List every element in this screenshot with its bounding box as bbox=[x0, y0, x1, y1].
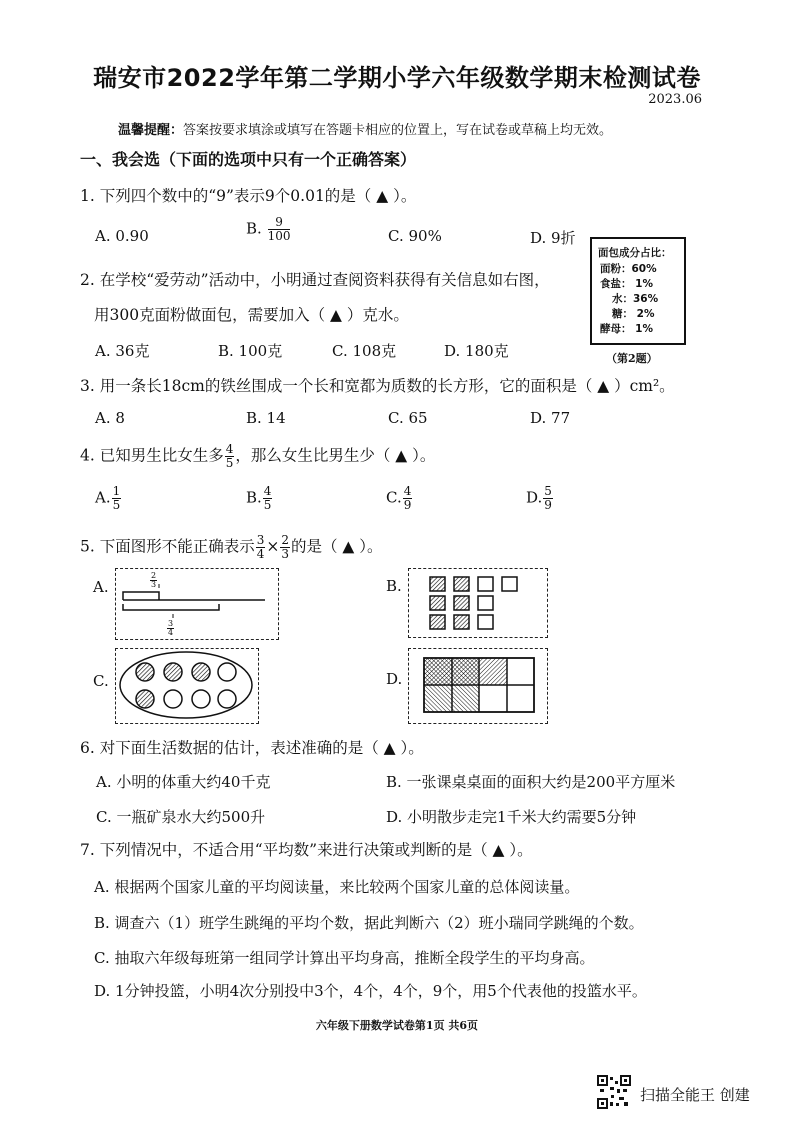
figure-b-square-grid bbox=[408, 568, 548, 638]
q4-option-b bbox=[246, 485, 273, 512]
q4-c-fraction bbox=[403, 485, 413, 512]
q4-option-c bbox=[386, 485, 413, 512]
q1-stem: 1. 下列四个数中的“9”表示9个0.01的是（ ▲ ）。 bbox=[80, 187, 417, 205]
q5-option-c-label: C. bbox=[93, 672, 109, 690]
frac-num: 4 bbox=[263, 484, 272, 498]
figure-c-circle-set bbox=[115, 648, 259, 724]
q4-stem-b: ，那么女生比男生少（ ▲ ）。 bbox=[235, 446, 436, 465]
ingredient-row: 食盐： 1% bbox=[600, 278, 653, 290]
q1-option-a: A. 0.90 bbox=[95, 227, 149, 245]
ingredient-row: 水：36% bbox=[612, 293, 659, 305]
ingredient-box bbox=[590, 237, 686, 345]
ingredient-title: 面包成分占比： bbox=[598, 247, 672, 259]
q1-b-fraction bbox=[268, 216, 291, 243]
figure-caption: （第2题） bbox=[606, 352, 658, 365]
q1-b-label: B. bbox=[246, 219, 262, 238]
q2-stem-line2: 用300克面粉做面包，需要加入（ ▲ ）克水。 bbox=[94, 306, 409, 324]
tip bbox=[118, 119, 612, 138]
frac-small bbox=[150, 572, 157, 589]
q7-option-c: C. 抽取六年级每班第一组同学计算出平均身高，推断全段学生的平均身高。 bbox=[94, 949, 595, 967]
frac-den: 5 bbox=[112, 498, 121, 512]
q1-option-b bbox=[246, 216, 291, 243]
q1-option-d: D. 9折 bbox=[530, 229, 576, 247]
q6-option-a: A. 小明的体重大约40千克 bbox=[96, 773, 271, 791]
q6-option-c: C. 一瓶矿泉水大约500升 bbox=[96, 808, 266, 826]
frac-den: 4 bbox=[168, 628, 174, 637]
frac-den: 9 bbox=[403, 498, 412, 512]
q6-stem: 6. 对下面生活数据的估计，表述准确的是（ ▲ ）。 bbox=[80, 739, 424, 757]
q5-option-d-label: D. bbox=[386, 670, 403, 688]
page-title: 瑞安市2022学年第二学期小学六年级数学期末检测试卷 bbox=[93, 64, 701, 92]
frac-den: 5 bbox=[263, 498, 272, 512]
q3-option-b: B. 14 bbox=[246, 409, 286, 427]
q6-option-b: B. 一张课桌桌面的面积大约是200平方厘米 bbox=[386, 773, 676, 791]
frac-num: 2 bbox=[151, 571, 157, 580]
ingredient-row: 糖： 2% bbox=[612, 308, 655, 320]
frac-den: 9 bbox=[544, 498, 552, 512]
q2-option-d: D. 180克 bbox=[444, 342, 509, 360]
q2-option-c: C. 108克 bbox=[332, 342, 397, 360]
q3-option-c: C. 65 bbox=[388, 409, 428, 427]
q3-stem: 3. 用一条长18cm的铁丝围成一个长和宽都为质数的长方形，它的面积是（ ▲ ）cm²。 bbox=[80, 377, 675, 395]
figure-a-top-fraction bbox=[149, 570, 158, 589]
q3-option-d: D. 77 bbox=[530, 409, 571, 427]
frac-small bbox=[167, 620, 174, 637]
times-sign: × bbox=[266, 537, 280, 556]
q1-option-c: C. 90% bbox=[388, 227, 442, 245]
q7-option-d: D. 1分钟投篮，小明4次分别投中3个，4个，4个，9个，用5个代表他的投篮水平。 bbox=[94, 982, 647, 1000]
q4-b-fraction bbox=[263, 485, 273, 512]
figure-d-rectangle-grid bbox=[408, 648, 548, 724]
figure-a-bottom-fraction bbox=[166, 618, 175, 637]
exam-date: 2023.06 bbox=[648, 92, 702, 107]
q4-num: 4 bbox=[225, 442, 234, 456]
q1-b-den: 100 bbox=[267, 229, 291, 243]
frac-den: 3 bbox=[151, 580, 157, 589]
q1-b-num: 9 bbox=[268, 216, 291, 230]
q2-option-b: B. 100克 bbox=[218, 342, 283, 360]
qr-code-icon bbox=[597, 1075, 631, 1109]
q4-b-label: B. bbox=[246, 488, 262, 507]
q7-option-a: A. 根据两个国家儿童的平均阅读量，来比较两个国家儿童的总体阅读量。 bbox=[94, 878, 580, 896]
q4-c-label: C. bbox=[386, 488, 402, 507]
q2-option-a: A. 36克 bbox=[95, 342, 150, 360]
q5-stem-a: 5. 下面图形不能正确表示 bbox=[80, 537, 255, 556]
frac-num: 5 bbox=[544, 484, 552, 498]
q4-option-a bbox=[95, 485, 122, 512]
q4-den: 5 bbox=[225, 456, 234, 470]
q2-stem-line1: 2. 在学校“爱劳动”活动中，小明通过查阅资料获得有关信息如右图， bbox=[80, 271, 550, 289]
ingredient-row: 面粉：60% bbox=[600, 263, 657, 275]
q3-option-a: A. 8 bbox=[95, 409, 125, 427]
q6-option-d: D. 小明散步走完1千米大约需要5分钟 bbox=[386, 808, 637, 826]
frac-num: 2 bbox=[281, 533, 289, 547]
q4-d-fraction bbox=[543, 485, 553, 512]
tip-label: 温馨提醒： bbox=[118, 123, 184, 138]
q4-d-label: D. bbox=[526, 488, 543, 507]
q7-option-b: B. 调查六（1）班学生跳绳的平均个数，据此判断六（2）班小瑞同学跳绳的个数。 bbox=[94, 914, 644, 932]
frac-num: 3 bbox=[168, 619, 174, 628]
q4-option-d bbox=[526, 485, 554, 512]
frac-den: 4 bbox=[256, 547, 265, 561]
scanner-watermark: 扫描全能王 创建 bbox=[640, 1086, 750, 1104]
frac-num: 1 bbox=[112, 484, 121, 498]
page-footer: 六年级下册数学试卷第1页 共6页 bbox=[315, 1019, 479, 1032]
tip-text: 答案按要求填涂或填写在答题卡相应的位置上，写在试卷或草稿上均无效。 bbox=[183, 123, 613, 138]
q4-fraction bbox=[225, 443, 235, 470]
frac-num: 4 bbox=[403, 484, 412, 498]
q7-stem: 7. 下列情况中，不适合用“平均数”来进行决策或判断的是（ ▲ ）。 bbox=[80, 841, 533, 859]
q4-a-fraction bbox=[112, 485, 122, 512]
q5-option-b-label: B. bbox=[386, 577, 402, 595]
q5-stem-b: 的是（ ▲ ）。 bbox=[291, 537, 383, 556]
q4-a-label: A. bbox=[95, 488, 111, 507]
q5-frac2 bbox=[280, 534, 290, 561]
section-heading: 一、我会选（下面的选项中只有一个正确答案） bbox=[80, 150, 417, 169]
q4-stem-a: 4. 已知男生比女生多 bbox=[80, 446, 224, 465]
q5-option-a-label: A. bbox=[93, 578, 109, 596]
q5-stem bbox=[80, 534, 383, 561]
frac-num: 3 bbox=[256, 533, 265, 547]
q4-stem bbox=[80, 443, 435, 470]
q5-frac1 bbox=[256, 534, 266, 561]
ingredient-row: 酵母： 1% bbox=[600, 323, 653, 335]
figure-a-line-segments bbox=[115, 568, 279, 640]
frac-den: 3 bbox=[281, 547, 289, 561]
